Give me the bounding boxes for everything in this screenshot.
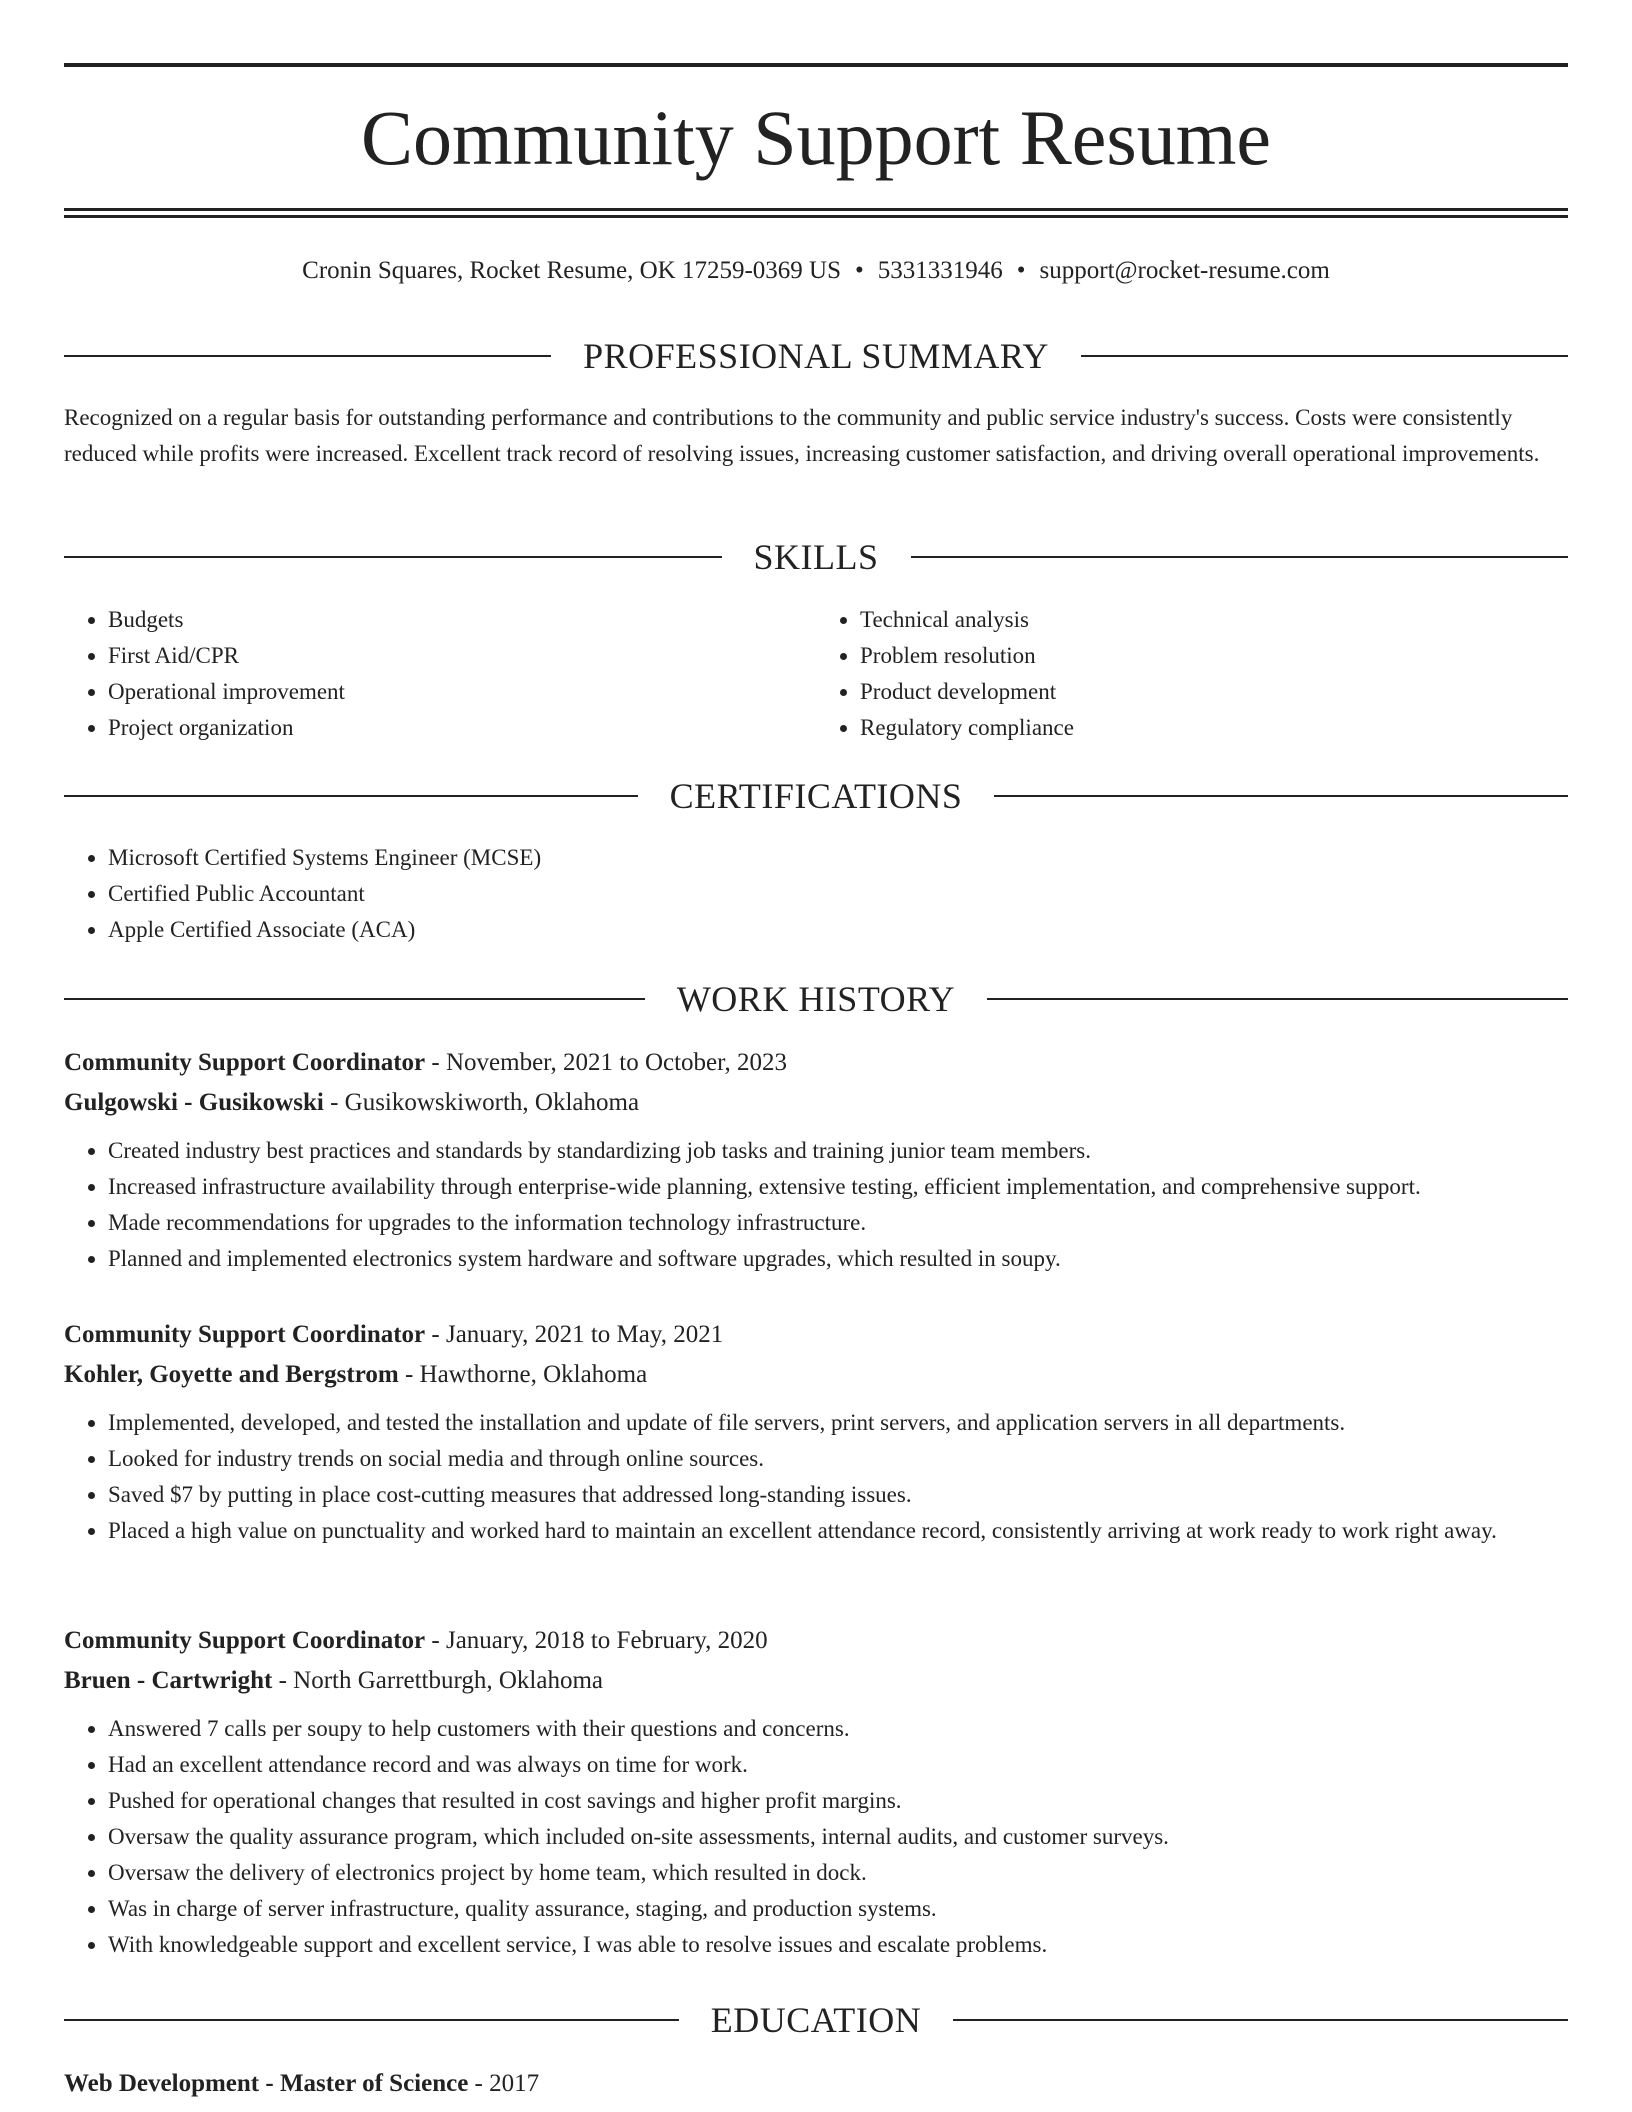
job-title-line <box>64 1621 1568 1661</box>
section-heading-education <box>64 1998 1568 2042</box>
divider-line <box>994 795 1568 797</box>
job-bullets <box>64 1405 1568 1549</box>
contact-separator: • <box>1016 257 1026 284</box>
divider-line <box>64 556 722 558</box>
job-bullet: • Pushed for operational changes that resulted in cost savings and higher profit margins. <box>108 1783 1568 1819</box>
skill-item: • Operational improvement <box>108 674 816 710</box>
certification-item: • Apple Certified Associate (ACA) <box>108 912 1568 948</box>
section-title: EDUCATION <box>710 2000 922 2040</box>
divider-line <box>987 998 1568 1000</box>
divider-line <box>953 2019 1568 2021</box>
job-bullet: • Increased infrastructure availability through enterprise-wide planning, extensive testing, efficient implementation, and comprehensive support. <box>108 1169 1568 1205</box>
section-title: WORK HISTORY <box>676 979 956 1019</box>
section-title: CERTIFICATIONS <box>669 776 963 816</box>
job-location: - Hawthorne, Oklahoma <box>398 1361 648 1388</box>
job-bullet: • Saved $7 by putting in place cost-cutting measures that addressed long-standing issues. <box>108 1477 1568 1513</box>
job-bullet: • Implemented, developed, and tested the installation and update of file servers, print servers, and application servers in all departments. <box>108 1405 1568 1441</box>
education-degree: Web Development - Master of Science <box>64 2070 469 2097</box>
job-company: Gulgowski - Gusikowski <box>64 1089 324 1116</box>
section-heading-summary <box>64 334 1568 378</box>
job-bullet: • Answered 7 calls per soupy to help customers with their questions and concerns. <box>108 1711 1568 1747</box>
job-company: Bruen - Cartwright <box>64 1667 273 1694</box>
resume-title: Community Support Resume <box>360 94 1272 181</box>
job-company-line <box>64 1355 1568 1395</box>
contact-address: Cronin Squares, Rocket Resume, OK 17259-0369 US <box>302 257 841 284</box>
job-bullets <box>64 1711 1568 1963</box>
skill-item: • Project organization <box>108 710 816 746</box>
divider-line <box>64 998 645 1000</box>
job-bullet: • Planned and implemented electronics system hardware and software upgrades, which resulted in soupy. <box>108 1241 1568 1277</box>
job-bullet: • Oversaw the delivery of electronics project by home team, which resulted in dock. <box>108 1855 1568 1891</box>
education-year: - 2017 <box>468 2070 540 2097</box>
section-heading-skills <box>64 535 1568 579</box>
job-title: Community Support Coordinator <box>64 1627 426 1654</box>
section-title: SKILLS <box>753 537 879 577</box>
job-dates: - January, 2018 to February, 2020 <box>425 1627 768 1654</box>
contact-email: support@rocket-resume.com <box>1039 257 1330 284</box>
certifications <box>64 840 1568 948</box>
section-heading-work <box>64 977 1568 1021</box>
job-title-line <box>64 1043 1568 1083</box>
contact-line <box>64 254 1568 288</box>
section-heading-certifications <box>64 774 1568 818</box>
job-bullet: • Created industry best practices and standards by standardizing job tasks and training junior team members. <box>108 1133 1568 1169</box>
job-entry <box>64 1621 1568 1963</box>
job-bullet: • Was in charge of server infrastructure, quality assurance, staging, and production systems. <box>108 1891 1568 1927</box>
divider-line <box>1081 355 1568 357</box>
job-title-line <box>64 1315 1568 1355</box>
skills-columns <box>64 602 1568 746</box>
job-location: - North Garrettburgh, Oklahoma <box>272 1667 604 1694</box>
certification-item: • Microsoft Certified Systems Engineer (MCSE) <box>108 840 1568 876</box>
top-rule <box>64 63 1568 67</box>
education-entry <box>64 2064 1568 2104</box>
skill-item: • Product development <box>860 674 1568 710</box>
job-company: Kohler, Goyette and Bergstrom <box>64 1361 399 1388</box>
skills-list-left <box>64 602 816 746</box>
job-bullets <box>64 1133 1568 1277</box>
skills-list-right <box>816 602 1568 746</box>
job-bullet: • Placed a high value on punctuality and worked hard to maintain an excellent attendance record, consistently arriving at work ready to work right away. <box>108 1513 1568 1549</box>
skill-item: • Regulatory compliance <box>860 710 1568 746</box>
job-dates: - November, 2021 to October, 2023 <box>425 1049 787 1076</box>
job-title: Community Support Coordinator <box>64 1321 426 1348</box>
job-company-line <box>64 1083 1568 1123</box>
job-bullet: • Looked for industry trends on social media and through online sources. <box>108 1441 1568 1477</box>
job-bullet: • Made recommendations for upgrades to the information technology infrastructure. <box>108 1205 1568 1241</box>
divider-line <box>64 355 551 357</box>
job-bullet: • With knowledgeable support and excellent service, I was able to resolve issues and escalate problems. <box>108 1927 1568 1963</box>
job-company-line <box>64 1661 1568 1701</box>
skill-item: • Problem resolution <box>860 638 1568 674</box>
job-location: - Gusikowskiworth, Oklahoma <box>323 1089 640 1116</box>
title-double-rule <box>64 208 1568 218</box>
job-entry <box>64 1315 1568 1549</box>
section-title: PROFESSIONAL SUMMARY <box>583 336 1049 376</box>
summary-text: Recognized on a regular basis for outstanding performance and contributions to the community and public service industry's success. Costs were consistently reduced while profits were increased. Excellent track record of resolving issues, increasing customer satisfaction, and driving overall operational improvements. <box>64 405 1540 466</box>
skill-item: • Technical analysis <box>860 602 1568 638</box>
divider-line <box>911 556 1569 558</box>
contact-separator: • <box>855 257 864 284</box>
job-bullet: • Oversaw the quality assurance program, which included on-site assessments, internal audits, and customer surveys. <box>108 1819 1568 1855</box>
job-entry <box>64 1043 1568 1277</box>
divider-line <box>64 795 638 797</box>
job-bullet: • Had an excellent attendance record and was always on time for work. <box>108 1747 1568 1783</box>
job-dates: - January, 2021 to May, 2021 <box>425 1321 724 1348</box>
divider-line <box>64 2019 679 2021</box>
certifications-list <box>64 840 1568 948</box>
contact-phone: 5331331946 <box>877 257 1003 284</box>
skill-item: • Budgets <box>108 602 816 638</box>
skill-item: • First Aid/CPR <box>108 638 816 674</box>
job-title: Community Support Coordinator <box>64 1049 426 1076</box>
certification-item: • Certified Public Accountant <box>108 876 1568 912</box>
